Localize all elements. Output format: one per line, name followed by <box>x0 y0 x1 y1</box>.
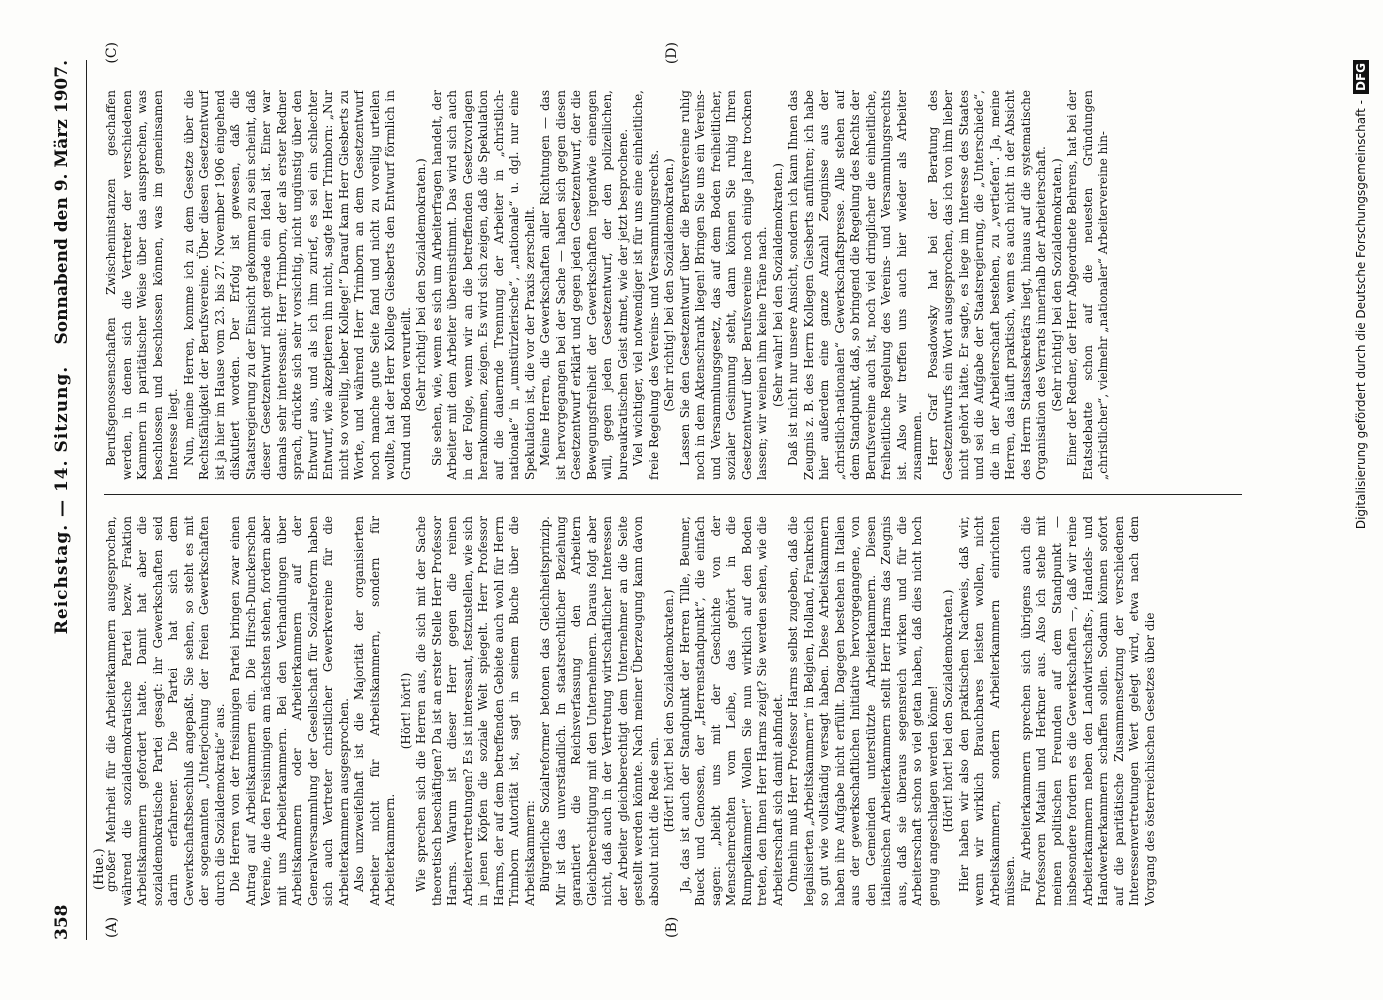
paragraph: Sie sehen, wie, wenn es sich um Arbeiterfragen handelt, der Arbeiter mit dem Arbeiter übereinstimmt. Das wird sich auch in der Folge, wenn wir an die betreffenden Gesetzvorlagen herankommen, zeigen. Es wird sich zeigen, daß die Spekulation auf die dauernde Trennung der Arbeiter in „christlich-nationale“ in „umstürzlerische“, „nationale“ u. dgl. nur eine Spekulation ist, die vor der Praxis zerschellt. <box>429 90 537 480</box>
paragraph: Daß ist nicht nur unsere Ansicht, sondern ich kann Ihnen das Zeugnis z. B. des Herrn Kollegen Giesberts anführen; ich habe hier außerdem eine ganze Anzahl Zeugnisse aus der „christlich-nationalen“ Gewerkschaftspresse. Alle stehen auf dem Standpunkt, daß, so bringend die Regelung des Rechts der Berufsvereine auch ist, noch viel dringlicher die einheitliche, freiheitliche Regelung des Vereins- und Versammlungsrechts ist. Also wir treffen uns auch hier wieder als Arbeiter zusammen. <box>786 90 924 480</box>
margin-marker-c: (C) <box>104 42 120 64</box>
footer-text: Digitalisierung gefördert durch die Deutsche Forschungsgemeinschaft - <box>1354 100 1368 530</box>
margin-marker-a: (A) <box>104 916 120 938</box>
header-date: Sonnabend den 9. März 1907. <box>52 60 72 345</box>
interjection: (Hört! hört!) <box>398 672 413 750</box>
interjection: (Sehr richtig! bei den Sozialdemokraten.) <box>414 158 428 412</box>
funding-footer <box>1353 60 1369 1000</box>
paragraph: Also unzweifelhaft ist die Majorität der organisierten Arbeiter nicht für Arbeitskammern, sondern für Arbeiterkammern. <box>352 516 397 906</box>
paragraph: Ohnehin muß Herr Professor Harms selbst zugeben, daß die legalisierten „Arbeitskammern“ in Belgien, Holland, Frankreich so gut wie vollständig versagt haben. Diese Arbeitskammern haben ihre Aufgabe nicht erfüllt. Dagegen bestehen in Italien aus der gewerkschaftlichen Initiative hervorgegangene, von den Gemeinden unterstützte Arbeiterkammern. Diesen italienischen Arbeiterkammern stellt Herr Harms das Zeugnis aus, daß sie überaus segensreich wirken und für die Arbeiterschaft schon so viel getan haben, daß dies nicht hoch genug angeschlagen werden könne! <box>786 516 940 906</box>
paragraph: Lassen Sie den Gesetzentwurf über die Berufsvereine ruhig noch in dem Aktenschrank liegen! Bringen Sie uns ein Vereins- und Versammlungsgesetz, das auf dem Boden freiheitlicher, sozialer Gesinnung steht, dann können Sie ruhig Ihren Gesetzentwurf über Berufsvereine noch einige Jahre trocknen lassen; wir weinen ihm keine Träne nach. <box>677 90 769 480</box>
paragraph: großer Mehrheit für die Arbeiterkammern ausgesprochen, während die sozialdemokratische Partei bezw. Fraktion Arbeitskammern gefordert hatte. Damit hat aber die sozialdemokratische Partei gesagt: ihr Gewerkschaften seid darin erfahrener. Die Partei hat sich dem Gewerkschaftsbeschluß angepaßt. Sie sehen, so steht es mit der sogenannten „Unterjochung der freien Gewerkschaften durch die Sozialdemokratie“ aus. <box>104 516 227 906</box>
interjection: (Sehr richtig! bei den Sozialdemokraten.) <box>1049 158 1064 412</box>
quotation: Bürgerliche Sozialreformer betonen das Gleichheitsprinzip. Mir ist das unverständlich. In staatsrechtlicher Beziehung garantiert die Reichsverfassung den Arbeitern Gleichberechtigung mit den Unternehmern. Daraus folgt aber nicht, daß auch in der Vertretung wirtschaftlicher Interessen der Arbeiter gleichberechtigt dem Unternehmer an die Seite gestellt werden könnte. Nach meiner Überzeugung kann davon absolut nicht die Rede sein. <box>538 516 661 906</box>
paragraph: Die Herren von der freisinnigen Partei bringen zwar einen Antrag auf Arbeitskammern ein. Die Hirsch-Dunckerschen Vereine, die den Freisinnigen am nächsten stehen, fordern aber mit uns Arbeiterkammern. Bei den Verhandlungen über Arbeitskammern oder Arbeiterkammern auf der Generalversammlung der Gesellschaft für Sozialreform haben sich auch Vertreter christlicher Gewerkvereine für die Arbeiterkammern ausgesprochen. <box>228 516 351 906</box>
paragraph: Ja, das ist auch der Standpunkt der Herren Tille, Beumer, Bueck und Genossen, der „Herrenstandpunkt“, die einfach sagen: „bleibt uns mit der Geschichte von der Menschenrechten vom Leibe, das gehört in die Rumpelkammer!“ Wollen Sie nun wirklich auf den Boden treten, den Ihnen Herr Harms zeigt? Sie werden sehen, wie die Arbeiterschaft sich damit abfindet. <box>677 516 785 906</box>
page-number: 358 <box>52 904 72 940</box>
margin-marker-b: (B) <box>664 916 680 938</box>
interjection: (Sehr richtig! bei den Sozialdemokraten.) <box>662 158 676 412</box>
paragraph: Meine Herren, die Gewerkschaften aller Richtungen — das ist hervorgegangen bei der Sache — haben sich gegen diesen Gesetzentwurf erklärt und gegen jeden Gesetzentwurf, der die Bewegungsfreiheit der Gewerkschaften irgendwie einengen will, gegen jeden Gesetzentwurf, der den polizeilichen, bureaukratischen Geist atmet, wie der jetzt besprochene. <box>538 90 630 480</box>
column-divider <box>104 494 1242 495</box>
header-title: Reichstag. — 14. Sitzung. <box>52 365 72 635</box>
paragraph: Nun, meine Herren, komme ich zu dem Gesetze über die Rechtsfähigkeit der Berufsvereine. Über diesen Gesetzentwurf ist ja hier im Hause vom 23. bis 27. November 1906 eingehend diskutiert worden. Der Erfolg ist gewesen, daß die Staatsregierung zu der Einsicht gekommen zu sein scheint, daß dieser Gesetzentwurf nicht gerade ein Ideal ist. Einer war damals sehr interessant: Herr Trimborn, der als erster Redner sprach, drückte sich sehr vorsichtig, nicht ungünstig über den Entwurf aus, und als ich ihm zurief, es sei ein schlechter Entwurf, wie akzeptieren ihn nicht, sagte Herr Trimborn: „Nur nicht so voreilig, lieber Kollege!“ Darauf kam Herr Giesberts zu Worte, und während Herr Trimborn an dem Gesetzentwurf noch manche gute Seite fand und nicht zu voreilig urteilen wollte, hat der Herr Kollege Giesberts den Entwurf förmlich in Grund und Boden verurteilt. <box>181 90 413 480</box>
right-column <box>104 90 1242 480</box>
interjection: (Hört! hört! bei den Sozialdemokraten.) <box>941 589 955 833</box>
margin-marker-d: (D) <box>664 42 680 65</box>
page-header <box>40 60 87 940</box>
paragraph: Einer der Redner, der Herr Abgeordnete Behrens, hat bei der Etatsdebatte schon auf die neuesten Gründungen „christlicher“, vielmehr „nationaler“ Arbeitervereine hin- <box>1065 90 1110 480</box>
interjection: (Sehr wahr! bei den Sozialdemokraten.) <box>770 163 785 407</box>
paragraph: Viel wichtiger, viel notwendiger ist für uns eine einheitliche, freie Regelung des Vereins- und Versammlungsrechts. <box>631 90 661 480</box>
paragraph: Für Arbeiterkammern sprechen sich übrigens auch die Professoren Matain und Herkner aus. Also ich stehe mit meinen politischen Freunden auf dem Standpunkt — insbesondere fordern es die Gewerkschaften —, daß wir reine Arbeiterkammern neben den Landwirtschafts-, Handels- und Handwerkerkammern schaffen sollen. Sodann können sofort auf die paritätische Zusammensetzung der verschiedenen Interessenvertretungen Wert gelegt wird, etwa nach dem Vorgang des österreichischen Gesetzes über die <box>1018 516 1157 906</box>
dfg-logo: DFG <box>1353 60 1369 94</box>
paragraph: Herr Graf Posadowsky hat bei der Beratung des Gesetzentwurfs ein Wort ausgesprochen, das ich von ihm lieber nicht gehört hätte. Er sagte, es liege im Interesse des Staates und sei die Aufgabe der Staatsregierung, die „Unterschiede“, die in der Arbeiterschaft bestehen, zu „vertiefen“. Ja, meine Herren, das läuft praktisch, wenn es auch nicht in der Absicht des Herrn Staatssekretärs liegt, hinaus auf die systematische Organisation des Verrats innerhalb der Arbeiterschaft. <box>925 90 1048 480</box>
paragraph: Berufsgenossenschaften Zwischeninstanzen geschaffen werden, in denen sich die Vertreter der verschiedenen Kammern in paritätischer Weise über das aussprechen, was beschlossen und beschlossen können, was im gemeinsamen Interesse liegt. <box>104 90 180 480</box>
interjection: (Hört! hört! bei den Sozialdemokraten.) <box>662 589 676 833</box>
speaker-note: (Hue.) <box>92 848 107 890</box>
paragraph: Hier haben wir also den praktischen Nachweis, daß wir, wenn wir wirklich Brauchbares leisten wollen, nicht Arbeitskammern, sondern Arbeiterkammern einrichten müssen. <box>956 516 1017 906</box>
paragraph: Wie sprechen sich die Herren aus, die sich mit der Sache theoretisch beschäftigen? Da ist an erster Stelle Herr Professor Harms. Warum ist dieser Herr gegen die reinen Arbeitervertretungen? Es ist interessant, festzustellen, wie sich in jenen Köpfen die soziale Welt spiegelt. Herr Professor Harms, der auf dem betreffenden Gebiete auch wohl für Herrn Trimborn Autorität ist, sagt in seinem Buche über die Arbeitskammern: <box>414 516 537 906</box>
left-column <box>104 516 1242 906</box>
